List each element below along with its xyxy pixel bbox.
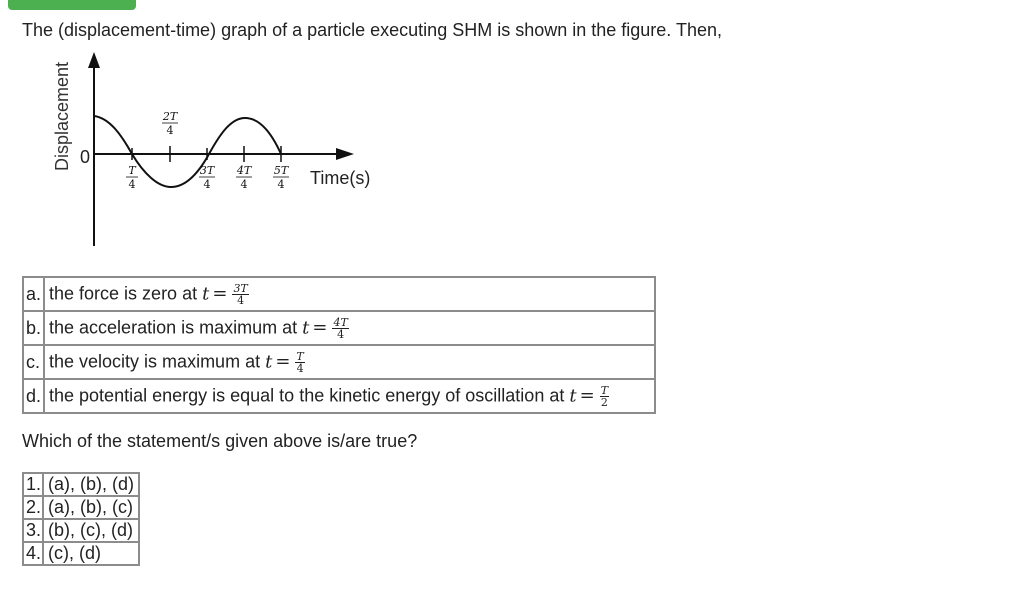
statement-row-c [23,345,655,379]
option-text[interactable]: (a), (b), (d) [43,473,139,496]
option-text[interactable]: (a), (b), (c) [43,496,139,519]
shm-graph [40,46,380,256]
option-row-4[interactable] [23,542,139,565]
statement-label: c. [23,345,44,379]
svg-text:4: 4 [166,124,174,137]
statement-fraction: $\frac{T}{2}$ [600,383,609,409]
option-row-3[interactable] [23,519,139,542]
graph-tick-label-5 [273,164,290,191]
option-label[interactable]: 3. [23,519,43,542]
question-text: The (displacement-time) graph of a particle executing SHM is shown in the figure. Then, [22,20,723,40]
graph-tick-label-1 [126,164,138,191]
option-row-1[interactable] [23,473,139,496]
option-text[interactable]: (b), (c), (d) [43,519,139,542]
statement-var: t [569,384,577,406]
option-label[interactable]: 4. [23,542,43,565]
svg-text:4: 4 [203,178,211,191]
graph-tick-label-4 [236,164,253,191]
statement-var: t [202,282,210,304]
statement-row-a [23,277,655,311]
statement-cell [44,379,655,413]
statement-var: t [302,316,310,338]
svg-text:4: 4 [277,178,285,191]
statement-cell [44,311,655,345]
statement-eq: = [579,384,595,406]
svg-text:4: 4 [128,178,136,191]
graph-x-axis-label: Time(s) [310,168,371,188]
svg-text:4: 4 [240,178,248,191]
graph-origin-label: 0 [80,147,91,167]
option-row-2[interactable] [23,496,139,519]
graph-y-axis-label: Displacement [52,61,72,171]
svg-text:T: T [128,164,136,177]
graph-wave [94,116,281,187]
statement-row-d [23,379,655,413]
svg-text:4T: 4T [236,164,252,177]
top-badge[interactable] [8,0,136,10]
statement-text: the velocity is maximum at [49,350,261,371]
option-text[interactable]: (c), (d) [43,542,139,565]
graph-tick-label-3 [199,164,216,191]
statement-fraction: $\frac{3T}{4}$ [233,281,248,307]
statement-text: the force is zero at [49,282,198,303]
statement-label: d. [23,379,44,413]
statement-cell [44,277,655,311]
svg-text:2T: 2T [162,110,178,123]
statement-eq: = [212,282,228,304]
prompt-text: Which of the statement/s given above is/are true? [22,431,418,451]
svg-text:3T: 3T [199,164,215,177]
option-label[interactable]: 1. [23,473,43,496]
statement-fraction: $\frac{4T}{4}$ [333,315,348,341]
svg-text:5T: 5T [273,164,289,177]
graph-y-arrow [88,52,100,68]
statement-row-b [23,311,655,345]
statement-cell [44,345,655,379]
graph-x-arrow [336,148,354,160]
statements-table [22,276,656,414]
top-strip [0,0,1024,12]
statement-eq: = [312,316,328,338]
option-label[interactable]: 2. [23,496,43,519]
statement-text: the acceleration is maximum at [49,316,298,337]
statement-label: b. [23,311,44,345]
statement-text: the potential energy is equal to the kinetic energy of oscillation at [49,384,565,405]
options-table [22,472,140,566]
graph-tick-label-2 [162,110,179,137]
statement-eq: = [275,350,291,372]
statement-label: a. [23,277,44,311]
statement-var: t [265,350,273,372]
statement-fraction: $\frac{T}{4}$ [296,349,304,375]
